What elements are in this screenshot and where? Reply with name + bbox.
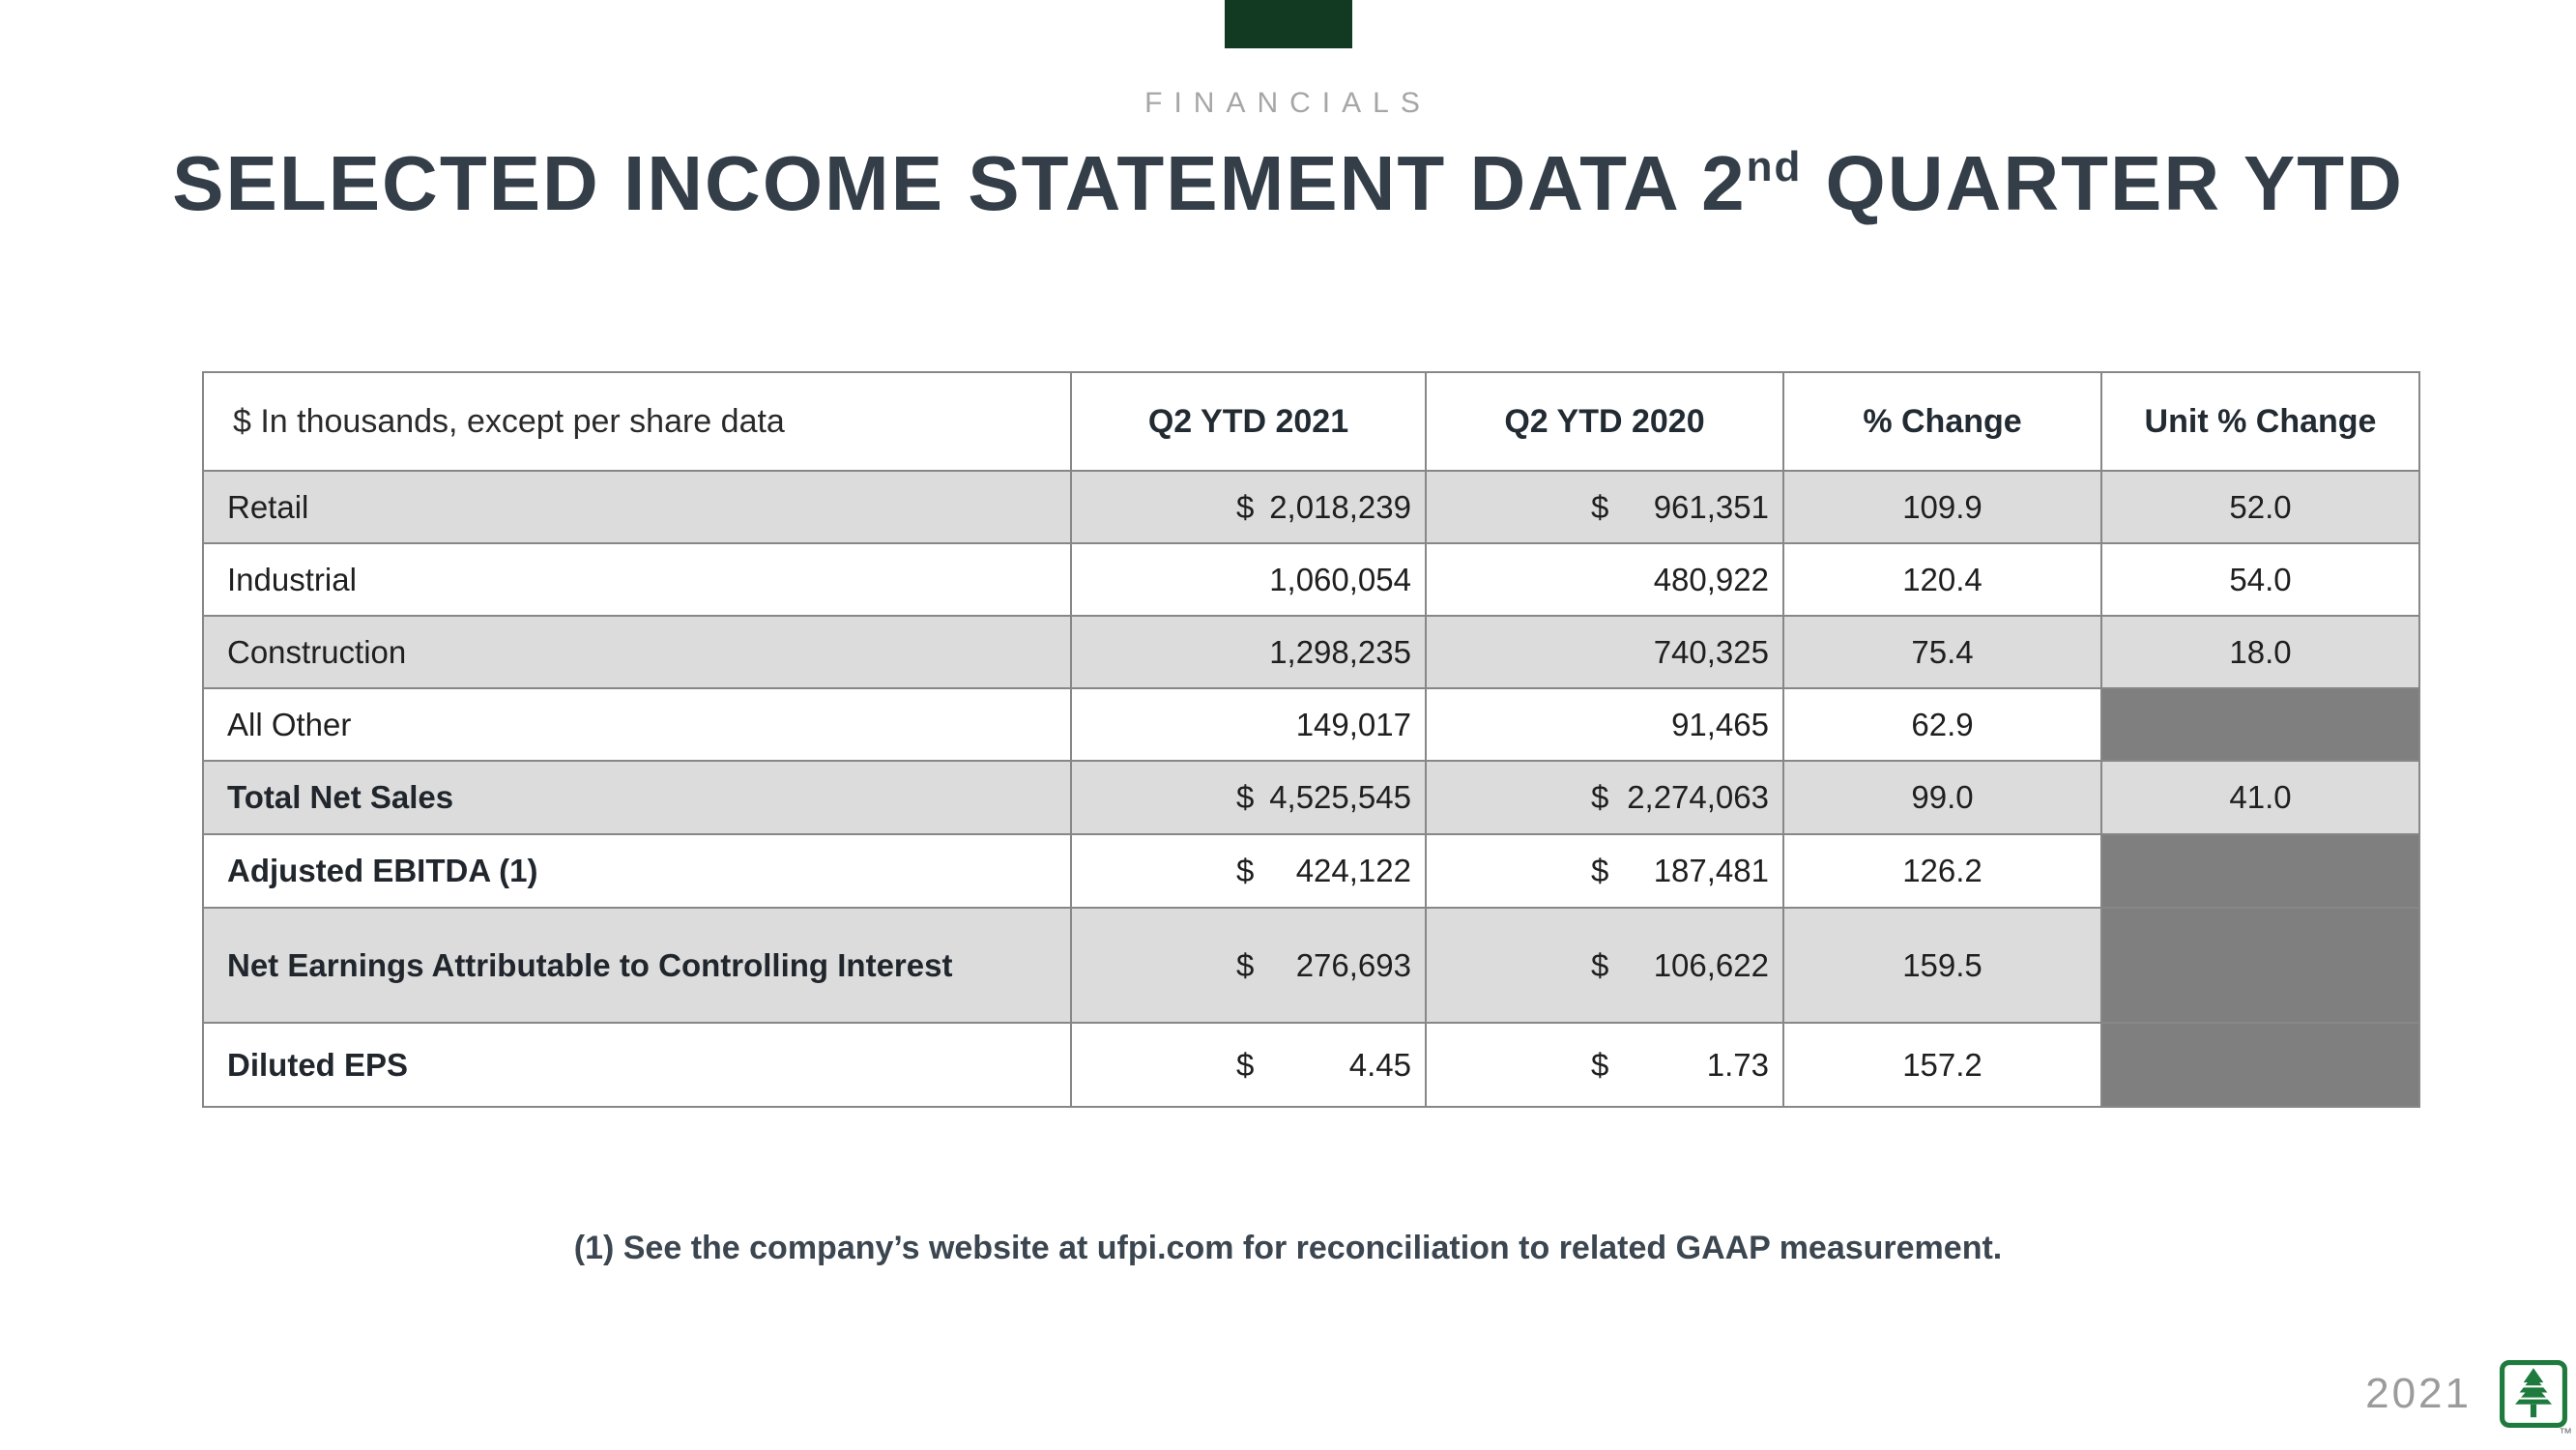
unit-pct-change-cell: 54.0 — [2101, 543, 2419, 616]
dollar-sign: $ — [1236, 1046, 1255, 1083]
dollar-sign: $ — [1236, 853, 1255, 888]
header-units-note: $ In thousands, except per share data — [203, 372, 1071, 471]
unit-pct-change-cell — [2101, 688, 2419, 761]
table-body — [203, 471, 2419, 1107]
value-cell-2020 — [1426, 761, 1783, 834]
table-row — [203, 688, 2419, 761]
unit-pct-change-cell — [2101, 1023, 2419, 1107]
top-accent-bar — [1225, 0, 1352, 48]
dollar-sign: $ — [1591, 1046, 1609, 1083]
value: 106,622 — [1653, 946, 1769, 983]
row-label: Total Net Sales — [203, 761, 1071, 834]
row-label: Net Earnings Attributable to Controlling Interest — [203, 908, 1071, 1023]
unit-pct-change-cell — [2101, 908, 2419, 1023]
value-cell-2021 — [1071, 1023, 1426, 1107]
row-label: All Other — [203, 688, 1071, 761]
value-cell-2020 — [1426, 543, 1783, 616]
value-cell-2020 — [1426, 616, 1783, 688]
company-logo — [2499, 1359, 2572, 1440]
row-label: Diluted EPS — [203, 1023, 1071, 1107]
header-pct-change: % Change — [1783, 372, 2101, 471]
value-cell-2021 — [1071, 543, 1426, 616]
value: 424,122 — [1295, 853, 1411, 888]
value: 149,017 — [1295, 706, 1411, 742]
dollar-sign: $ — [1591, 488, 1609, 525]
dollar-sign: $ — [1236, 488, 1255, 525]
header-q2-ytd-2020: Q2 YTD 2020 — [1426, 372, 1783, 471]
value-cell-2021 — [1071, 761, 1426, 834]
value-cell-2021 — [1071, 834, 1426, 908]
year-label: 2021 — [2365, 1370, 2472, 1417]
value: 276,693 — [1295, 946, 1411, 983]
row-label: Industrial — [203, 543, 1071, 616]
footnote: (1) See the company’s website at ufpi.com for reconciliation to related GAAP measurement. — [573, 1230, 2003, 1266]
pct-change-cell: 62.9 — [1783, 688, 2101, 761]
tree-logo-icon — [2499, 1359, 2568, 1429]
table-header-row — [203, 372, 2419, 471]
value-cell-2021 — [1071, 471, 1426, 543]
value: 1,298,235 — [1269, 633, 1411, 670]
value-cell-2021 — [1071, 616, 1426, 688]
value: 480,922 — [1653, 561, 1769, 597]
value: 4,525,545 — [1269, 779, 1411, 815]
unit-pct-change-cell: 41.0 — [2101, 761, 2419, 834]
value: 1.73 — [1706, 1046, 1769, 1083]
page-title — [0, 141, 2576, 226]
table-row — [203, 1023, 2419, 1107]
row-label: Retail — [203, 471, 1071, 543]
value: 2,274,063 — [1627, 779, 1769, 815]
value-cell-2020 — [1426, 688, 1783, 761]
value: 1,060,054 — [1269, 561, 1411, 597]
trademark-symbol: ™ — [2559, 1425, 2572, 1440]
pct-change-cell: 75.4 — [1783, 616, 2101, 688]
value: 740,325 — [1653, 633, 1769, 670]
value: 2,018,239 — [1269, 488, 1411, 525]
title-prefix: SELECTED INCOME STATEMENT DATA 2 — [172, 140, 1747, 226]
table-row — [203, 908, 2419, 1023]
pct-change-cell: 120.4 — [1783, 543, 2101, 616]
value-cell-2021 — [1071, 688, 1426, 761]
dollar-sign: $ — [1236, 946, 1255, 983]
table-row — [203, 616, 2419, 688]
section-eyebrow: FINANCIALS — [1144, 87, 1432, 119]
value-cell-2020 — [1426, 471, 1783, 543]
dollar-sign: $ — [1591, 853, 1609, 888]
value-cell-2021 — [1071, 908, 1426, 1023]
table-row — [203, 761, 2419, 834]
value: 187,481 — [1653, 853, 1769, 888]
pct-change-cell: 99.0 — [1783, 761, 2101, 834]
title-superscript: nd — [1746, 143, 1803, 191]
pct-change-cell: 157.2 — [1783, 1023, 2101, 1107]
value: 91,465 — [1671, 706, 1769, 742]
value-cell-2020 — [1426, 834, 1783, 908]
row-label: Adjusted EBITDA (1) — [203, 834, 1071, 908]
header-unit-pct-change: Unit % Change — [2101, 372, 2419, 471]
income-statement-table — [202, 371, 2420, 1108]
table-row — [203, 543, 2419, 616]
unit-pct-change-cell: 18.0 — [2101, 616, 2419, 688]
dollar-sign: $ — [1591, 946, 1609, 983]
dollar-sign: $ — [1236, 779, 1255, 815]
value: 961,351 — [1653, 488, 1769, 525]
value-cell-2020 — [1426, 908, 1783, 1023]
dollar-sign: $ — [1591, 779, 1609, 815]
pct-change-cell: 159.5 — [1783, 908, 2101, 1023]
pct-change-cell: 109.9 — [1783, 471, 2101, 543]
unit-pct-change-cell — [2101, 834, 2419, 908]
header-q2-ytd-2021: Q2 YTD 2021 — [1071, 372, 1426, 471]
pct-change-cell: 126.2 — [1783, 834, 2101, 908]
table-row — [203, 471, 2419, 543]
title-suffix: QUARTER YTD — [1802, 140, 2404, 226]
unit-pct-change-cell: 52.0 — [2101, 471, 2419, 543]
footer — [2365, 1359, 2572, 1440]
row-label: Construction — [203, 616, 1071, 688]
table-row — [203, 834, 2419, 908]
value-cell-2020 — [1426, 1023, 1783, 1107]
income-statement-table-wrap — [202, 371, 2420, 1108]
value: 4.45 — [1348, 1046, 1411, 1083]
